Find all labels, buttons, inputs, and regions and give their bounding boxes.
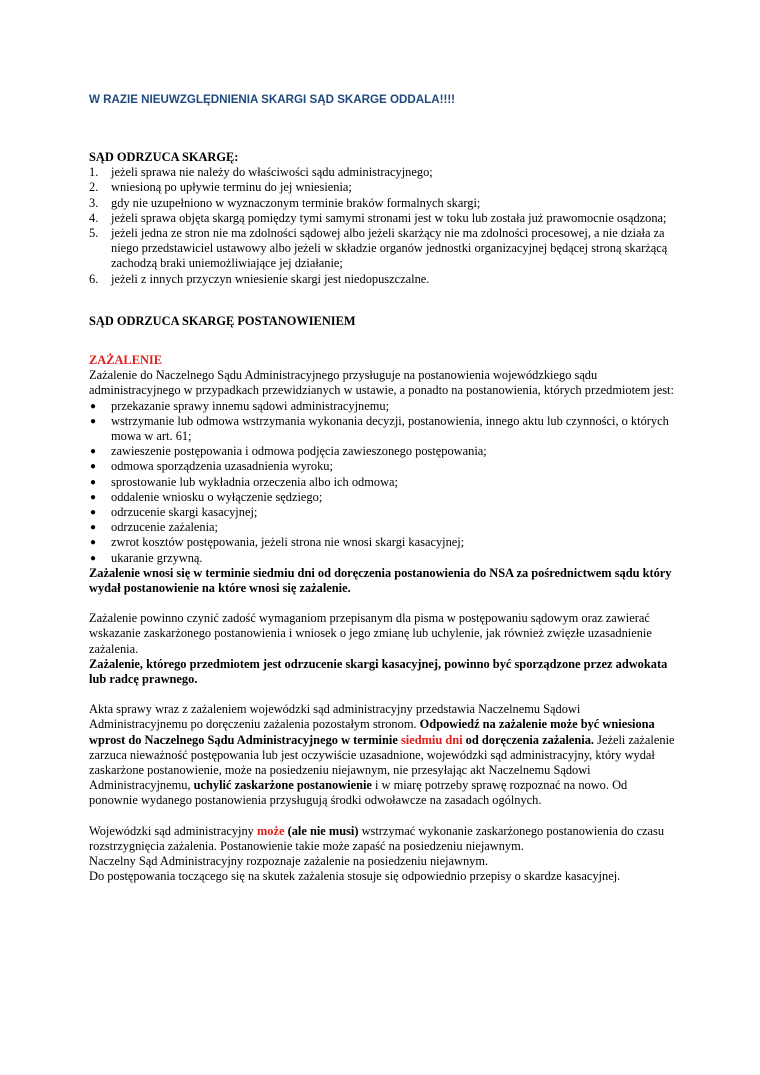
list-item [89,165,679,180]
list-number: 2. [89,180,99,195]
list-item [89,211,679,226]
numbered-list [89,165,679,287]
list-text: jeżeli jedna ze stron nie ma zdolności sądowej albo jeżeli skarżący nie ma zdolności procesowej, a nie działa za niego przedstawiciel ustawowy albo jeżeli w składzie organów jednostki organizacyjnej będącej stroną skarżącą zachodzą braki uniemożliwiające jej działanie; [111,226,668,271]
list-item [89,475,679,490]
text-run-bold: od doręczenia zażalenia. [462,732,595,747]
section-zazalenie [89,353,679,885]
list-text: sprostowanie lub wykładnia orzeczenia albo ich odmowa; [111,474,398,489]
list-text: jeżeli sprawa objęta skargą pomiędzy tymi samymi stronami jest w toku lub została już prawomocnie osądzona; [111,210,667,225]
advocate-paragraph: Zażalenie, którego przedmiotem jest odrzucenie skargi kasacyjnej, powinno być sporządzone przez adwokata lub radcę prawnego. [89,656,668,687]
list-item [89,414,679,444]
list-item [89,444,679,459]
list-text: odrzucenie skargi kasacyjnej; [111,505,258,520]
list-text: jeżeli z innych przyczyn wniesienie skargi jest niedopuszczalne. [111,271,430,286]
bullet-icon: ● [90,400,97,412]
list-text: jeżeli sprawa nie należy do właściwości sądu administracyjnego; [111,165,433,180]
bullet-icon: ● [90,522,97,534]
list-text: odmowa sporządzenia uzasadnienia wyroku; [111,459,333,474]
list-text: zawieszenie postępowania i odmowa podjęcia zawieszonego postępowania; [111,444,487,459]
bullet-icon: ● [90,507,97,519]
procedure-paragraph [89,702,679,808]
list-text: wstrzymanie lub odmowa wstrzymania wykonania decyzji, postanowienia, innego aktu lub czynności, o których mowa w art. 61; [111,413,669,444]
closing-paragraph: Do postępowania toczącego się na skutek zażalenia stosuje się odpowiednio przepisy o skardze kasacyjnej. [89,869,621,884]
text-run: wstrzymać wykonanie zaskarżonego postanowienia do czasu rozstrzygnięcia zażalenia. Postanowienie takie może zapaść na posiedzeniu niejawnym. [89,823,665,853]
section-postanowienie [89,314,679,329]
text-run-bold: (ale nie musi) [284,823,359,838]
section-odrzuca-skarge [89,150,679,287]
list-text: przekazanie sprawy innemu sądowi administracyjnemu; [111,398,390,413]
section-heading: SĄD ODRZUCA SKARGĘ: [89,150,239,164]
list-text: zwrot kosztów postępowania, jeżeli strona nie wnosi skargi kasacyjnej; [111,535,465,550]
list-number: 1. [89,165,99,180]
list-item [89,551,679,566]
bullet-icon: ● [90,415,97,427]
list-text: wniesioną po upływie terminu do jej wniesienia; [111,180,352,195]
section-heading: SĄD ODRZUCA SKARGĘ POSTANOWIENIEM [89,314,356,328]
text-run: Wojewódzki sąd administracyjny [89,823,257,838]
page-title: W RAZIE NIEUWZGLĘDNIENIA SKARGI SĄD SKARGE ODDALA!!!! [89,93,456,106]
list-text: gdy nie uzupełniono w wyznaczonym terminie braków formalnych skargi; [111,195,481,210]
text-run: Akta sprawy wraz z zażaleniem wojewódzki sąd administracyjny przedstawia Naczelnemu Sądowi Administracyjnemu po doręczeniu zażalenia pozostałym stronom. [89,702,581,732]
list-text: oddalenie wniosku o wyłączenie sędziego; [111,489,323,504]
list-item [89,399,679,414]
list-text: odrzucenie zażalenia; [111,520,218,535]
bullet-icon: ● [90,491,97,503]
bullet-list [89,399,679,566]
text-run: i w miarę potrzeby sprawę rozpoznać na nowo. Od ponownie wydanego postanowienia przysługują środki odwoławcze na zasadach ogólnych. [89,778,628,808]
suspension-paragraph [89,824,679,854]
bullet-icon: ● [90,461,97,473]
list-number: 5. [89,226,99,241]
list-item [89,226,679,272]
list-text: ukaranie grzywną. [111,550,203,565]
bullet-icon: ● [90,476,97,488]
bullet-icon: ● [90,552,97,564]
text-run-red: siedmiu dni [400,732,463,747]
bullet-icon: ● [90,537,97,549]
list-number: 3. [89,195,99,210]
intro-paragraph: Zażalenie do Naczelnego Sądu Administracyjnego przysługuje na postanowienia wojewódzkiego sądu administracyjnego w przypadkach przewidzianych w ustawie, a ponadto na postanowienia, których przedmiotem jest: [89,368,674,398]
list-item [89,490,679,505]
bullet-icon: ● [90,446,97,458]
text-run-bold: uchylić zaskarżone postanowienie [193,778,372,793]
text-run-bold: Odpowiedź na zażalenie może być wniesiona wprost do Naczelnego Sądu Administracyjnego w terminie [89,717,655,747]
requirements-paragraph: Zażalenie powinno czynić zadość wymaganiom przepisanym dla pisma w postępowaniu sądowym oraz zawierać wskazanie zaskarżonego postanowienia i wniosek o jego zmianę lub uchylenie, jak również zwięzłe uzasadnienie zażalenia. [89,611,652,656]
list-item [89,505,679,520]
list-item [89,180,679,195]
section-heading: ZAŻALENIE [89,353,162,367]
list-item [89,520,679,535]
deadline-paragraph: Zażalenie wnosi się w terminie siedmiu dni od doręczenia postanowienia do NSA za pośrednictwem sądu który wydał postanowienie na które wnosi się zażalenie. [89,565,672,596]
list-item [89,459,679,474]
list-number: 4. [89,210,99,225]
text-run-red: może [256,823,285,838]
list-item [89,272,679,287]
nsa-paragraph: Naczelny Sąd Administracyjny rozpoznaje zażalenie na posiedzeniu niejawnym. [89,854,489,869]
list-number: 6. [89,271,99,286]
list-item [89,196,679,211]
list-item [89,535,679,550]
text-run: Jeżeli zażalenie zarzuca nieważność postępowania lub jest oczywiście uzasadnione, wojewódzki sąd administracyjny, który wydał zaskarżone postanowienie, może na posiedzeniu niejawnym, nie przesyłając akt Naczelnemu Sądowi Administracyjnemu, [89,732,675,793]
